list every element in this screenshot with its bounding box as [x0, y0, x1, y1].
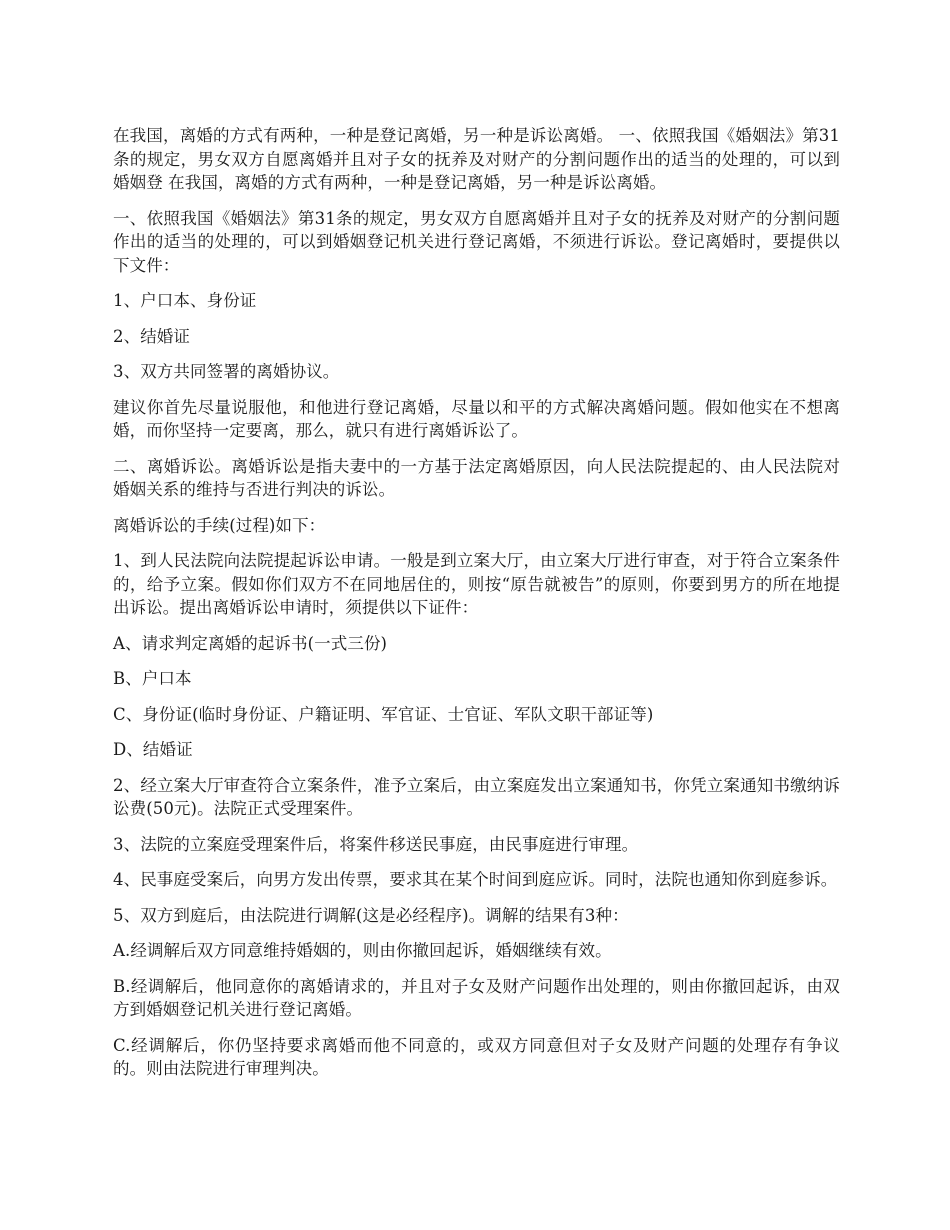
step-3-transfer: 3、法院的立案庭受理案件后，将案件移送民事庭，由民事庭进行审理。: [113, 834, 639, 854]
step-2-fees: 2、经立案大厅审查符合立案条件，准予立案后，由立案庭发出立案通知书，你凭立案通知书缴纳诉讼费(50元)。法院正式受理案件。: [113, 775, 840, 818]
step-4-summons: 4、民事庭受案后，向男方发出传票，要求其在某个时间到庭应诉。同时，法院也通知你到庭参诉。: [113, 870, 838, 889]
paragraph-intro: 在我国，离婚的方式有两种，一种是登记离婚，另一种是诉讼离婚。 一、依照我国《婚姻法》第31条的规定，男女双方自愿离婚并且对子女的抚养及对财产的分割问题作出的适当的处理的，可以到婚姻登 在我国，离婚的方式有两种，一种是登记离婚，另一种是诉讼离婚。: [113, 126, 840, 192]
outcome-a: A.经调解后双方同意维持婚姻的，则由你撤回起诉，婚姻继续有效。: [113, 941, 612, 960]
step-5-mediation: 5、双方到庭后，由法院进行调解(这是必经程序)。调解的结果有3种：: [113, 905, 629, 925]
list-item-hukou: 1、户口本、身份证: [113, 291, 257, 310]
paragraph-advice: 建议你首先尽量说服他，和他进行登记离婚，尽量以和平的方式解决离婚问题。假如他实在不想离婚，而你坚持一定要离，那么，就只有进行离婚诉讼了。: [113, 397, 840, 440]
list-item-id-documents: C、身份证(临时身份证、户籍证明、军官证、士官证、军队文职干部证等): [113, 704, 654, 724]
paragraph-procedure-heading: 离婚诉讼的手续(过程)如下：: [113, 515, 326, 535]
outcome-b: B.经调解后，他同意你的离婚请求的，并且对子女及财产问题作出处理的，则由你撤回起诉，由双方到婚姻登记机关进行登记离婚。: [113, 976, 840, 1019]
list-item-divorce-agreement: 3、双方共同签署的离婚协议。: [113, 362, 340, 381]
list-item-hukou-b: B、户口本: [113, 669, 192, 688]
step-1-filing: 1、到人民法院向法院提起诉讼申请。一般是到立案大厅，由立案大厅进行审查，对于符合立案条件的，给予立案。假如你们双方不在同地居住的，则按“原告就被告”的原则，你要到男方的所在地提出诉讼。提出离婚诉讼申请时，须提供以下证件：: [113, 551, 840, 617]
paragraph-registration-divorce: 一、依照我国《婚姻法》第31条的规定，男女双方自愿离婚并且对子女的抚养及对财产的分割问题作出的适当的处理的，可以到婚姻登记机关进行登记离婚，不须进行诉讼。登记离婚时，要提供以下文件：: [113, 208, 840, 275]
document-body: [113, 124, 840, 1093]
list-item-marriage-certificate: 2、结婚证: [113, 326, 190, 346]
list-item-complaint: A、请求判定离婚的起诉书(一式三份): [113, 633, 388, 653]
paragraph-litigation-definition: 二、离婚诉讼。离婚诉讼是指夫妻中的一方基于法定离婚原因，向人民法院提起的、由人民法院对婚姻关系的维持与否进行判决的诉讼。: [113, 456, 840, 499]
list-item-marriage-certificate-d: D、结婚证: [113, 740, 193, 759]
outcome-c: C.经调解后，你仍坚持要求离婚而他不同意的，或双方同意但对子女及财产问题的处理存有争议的。则由法院进行审理判决。: [113, 1035, 840, 1078]
